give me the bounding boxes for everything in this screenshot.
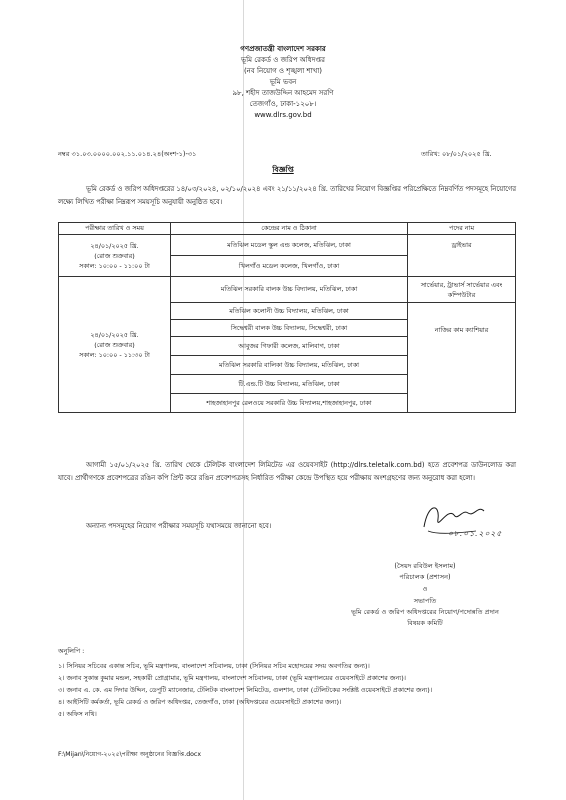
table-row — [59, 277, 516, 303]
building-name: ভূমি ভবন — [269, 78, 297, 86]
group2-date: ২৪/০১/২০২৫ খ্রি. — [90, 330, 139, 339]
list-item: ২। জনাব সুকান্ত কুমার মন্ডল, সহকারী প্রোগ্রামার, ভূমি মন্ত্রণালয়, বাংলাদেশ সচিবালয়, ঢাকা (ভূমি মন্ত্রণালয়ের ওয়েবসাইটে প্রকাশের জন্য)। — [58, 674, 406, 682]
street-address: ৯৮, শহীদ তাজউদ্দিন আহমেদ সরণি — [232, 89, 334, 97]
table-header-date: পরীক্ষার তারিখ ও সময় — [59, 223, 171, 235]
committee-line-1: ভূমি রেকর্ড ও জরিপ অধিদপ্তরের নিয়োগ/পদোন্নতি প্রদান — [351, 608, 499, 616]
table-row — [59, 235, 516, 256]
group1-center-1: মতিঝিল মডেল স্কুল এন্ড কলেজ, মতিঝিল, ঢাকা — [171, 235, 408, 256]
other-posts-note: অন্যান্য পদসমূহের নিয়োগ পরীক্ষার সময়সূচি যথাসময়ে জানানো হবে। — [86, 522, 272, 530]
group1-center-2: খিলগাঁও মডেল কলেজ, খিলগাঁও, ঢাকা — [171, 256, 408, 277]
signatory-name: (সৈয়দ রবিউল ইসলাম) — [394, 562, 456, 570]
memo-number: নম্বর ৩১.০৩.০০০০.০০২.১১.০১৪.২৪(অংশ-১)-৩১ — [58, 150, 197, 158]
signatory-title: পরিচালক (প্রশাসন) — [399, 573, 451, 581]
city-address: তেজগাঁও, ঢাকা-১২০৮। — [249, 100, 317, 108]
list-item: ৫। অফিস নথি। — [58, 710, 97, 718]
list-item: ৪। আইসিটি কর্মকর্তা, ভূমি রেকর্ড ও জরিপ অধিদপ্তর, তেজগাঁও, ঢাকা (অধিদপ্তরের ওয়েবসাইটে প্রকাশের জন্য)। — [58, 698, 342, 706]
table-header-center: কেন্দ্রের নাম ও ঠিকানা — [171, 223, 408, 235]
branch-name: (নব নিয়োগ ও শৃঙ্খলা শাখা) — [243, 67, 323, 75]
group1-time: সকাল: ১০:০০ - ১১:০০ টা — [79, 261, 150, 270]
signatory-and: ও — [422, 585, 428, 593]
group2-center-3: সিদ্ধেশ্বরী বালক উচ্চ বিদ্যালয়, সিদ্ধেশ্বরী, ঢাকা — [171, 320, 408, 337]
copy-to-list — [58, 660, 528, 720]
group2-post-b: নাজির কাম ক্যাশিয়ার — [408, 303, 516, 413]
group2-post-a: সার্ভেয়ার, ট্রাভার্স সার্ভেয়ার এবং কম্পিউটার — [408, 277, 516, 303]
group1-day: (রোজ শুক্রবার) — [94, 251, 135, 260]
group2-center-2: মতিঝিল কলোনী উচ্চ বিদ্যালয়, মতিঝিল, ঢাকা — [171, 303, 408, 320]
website-link[interactable]: www.dlrs.gov.bd — [254, 111, 312, 119]
group2-center-1: মতিঝিল সরকারি বালক উচ্চ বিদ্যালয়, মতিঝিল, ঢাকা — [171, 277, 408, 303]
group2-center-4: আবুজর গিফারী কলেজ, মালিবাগ, ঢাকা — [171, 337, 408, 356]
copy-to-label: অনুলিপি : — [58, 647, 85, 655]
list-item: ৩। জনাব এ. কে. এম দিদার উদ্দিন, ডেপুটি ম্যানেজার, টেলিটক বাংলাদেশ লিমিটেড, গুলশান, ঢাকা (টেলিটকের সংশ্লিষ্ট ওয়েবসাইটে প্রকাশের জন্য)। — [58, 686, 433, 694]
group2-time: সকাল: ১০:০০ - ১১:৩০ টা — [79, 350, 150, 359]
list-item: ১। সিনিয়র সচিবের একান্ত সচিব, ভূমি মন্ত্রণালয়, বাংলাদেশ সচিবালয়, ঢাকা (সিনিয়র সচিব মহোদয়ের সদয় অবগতির জন্য)। — [58, 662, 370, 670]
group2-day: (রোজ শুক্রবার) — [94, 340, 135, 349]
signature-date: ০৮.০১.২০২৫ — [448, 529, 503, 538]
file-path-footer: F:\Mijan\নিয়োগ-২০২৫\পরীক্ষা অনুষ্ঠানের বিজ্ঞপ্তি.docx — [58, 751, 201, 758]
memo-date: তারিখ: ০৮/০১/২০২৫ খ্রি. — [421, 150, 492, 158]
department-name: ভূমি রেকর্ড ও জরিপ অধিদপ্তর — [240, 56, 326, 64]
group2-center-7: শাহজাহানপুর রেলওয়ে সরকারি উচ্চ বিদ্যালয়,শাহজাহানপুর, ঢাকা — [171, 394, 408, 413]
group2-center-5: মতিঝিল সরকারি বালিকা উচ্চ বিদ্যালয়, মতিঝিল, ঢাকা — [171, 356, 408, 375]
intro-paragraph: ভূমি রেকর্ড ও জরিপ অধিদপ্তরের ১৪/০৩/২০২৪, ০২/১০/২০২৪ এবং ২১/১১/২০২৪ খ্রি. তারিখের নিয়োগ বিজ্ঞপ্তির পরিপ্রেক্ষিতে নিম্নবর্ণিত পদসমূহে নিয়োগের লক্ষ্যে লিখিত পরীক্ষা নিম্নরূপ সময়সূচি অনুযায়ী অনুষ্ঠিত হবে। — [58, 185, 516, 206]
admit-card-paragraph: আগামী ১৫/০১/২০২৫ খ্রি. তারিখ থেকে টেলিটক বাংলাদেশ লিমিটেড এর ওয়েবসাইট (http://dlrs.teletalk.com.bd) হতে প্রবেশপত্র ডাউনলোড করা যাবে। প্রার্থীগণকে প্রবেশপত্রের রঙিন কপি প্রিন্ট করে রঙিন প্রবেশপত্রসহ নির্ধারিত পরীক্ষা কেন্দ্রে উপস্থিত হয়ে পরীক্ষায় অংশগ্রহণের জন্য অনুরোধ করা হলো। — [58, 461, 516, 482]
govt-name: গণপ্রজাতন্ত্রী বাংলাদেশ সরকার — [240, 45, 326, 53]
group2-datetime — [59, 277, 171, 413]
group1-datetime — [59, 235, 171, 277]
notice-title: বিজ্ঞপ্তি — [272, 165, 294, 174]
group1-post: ড্রাইভার — [408, 235, 516, 277]
signatory-chair: সভাপতি — [413, 597, 437, 605]
group2-center-6: টি.এন্ড.টি উচ্চ বিদ্যালয়, মতিঝিল, ঢাকা — [171, 375, 408, 394]
table-header-post: পদের নাম — [408, 223, 516, 235]
committee-line-2: বিষয়ক কমিটি — [407, 619, 443, 627]
exam-schedule-table — [58, 222, 516, 413]
group1-date: ২৪/০১/২০২৫ খ্রি. — [90, 241, 139, 250]
